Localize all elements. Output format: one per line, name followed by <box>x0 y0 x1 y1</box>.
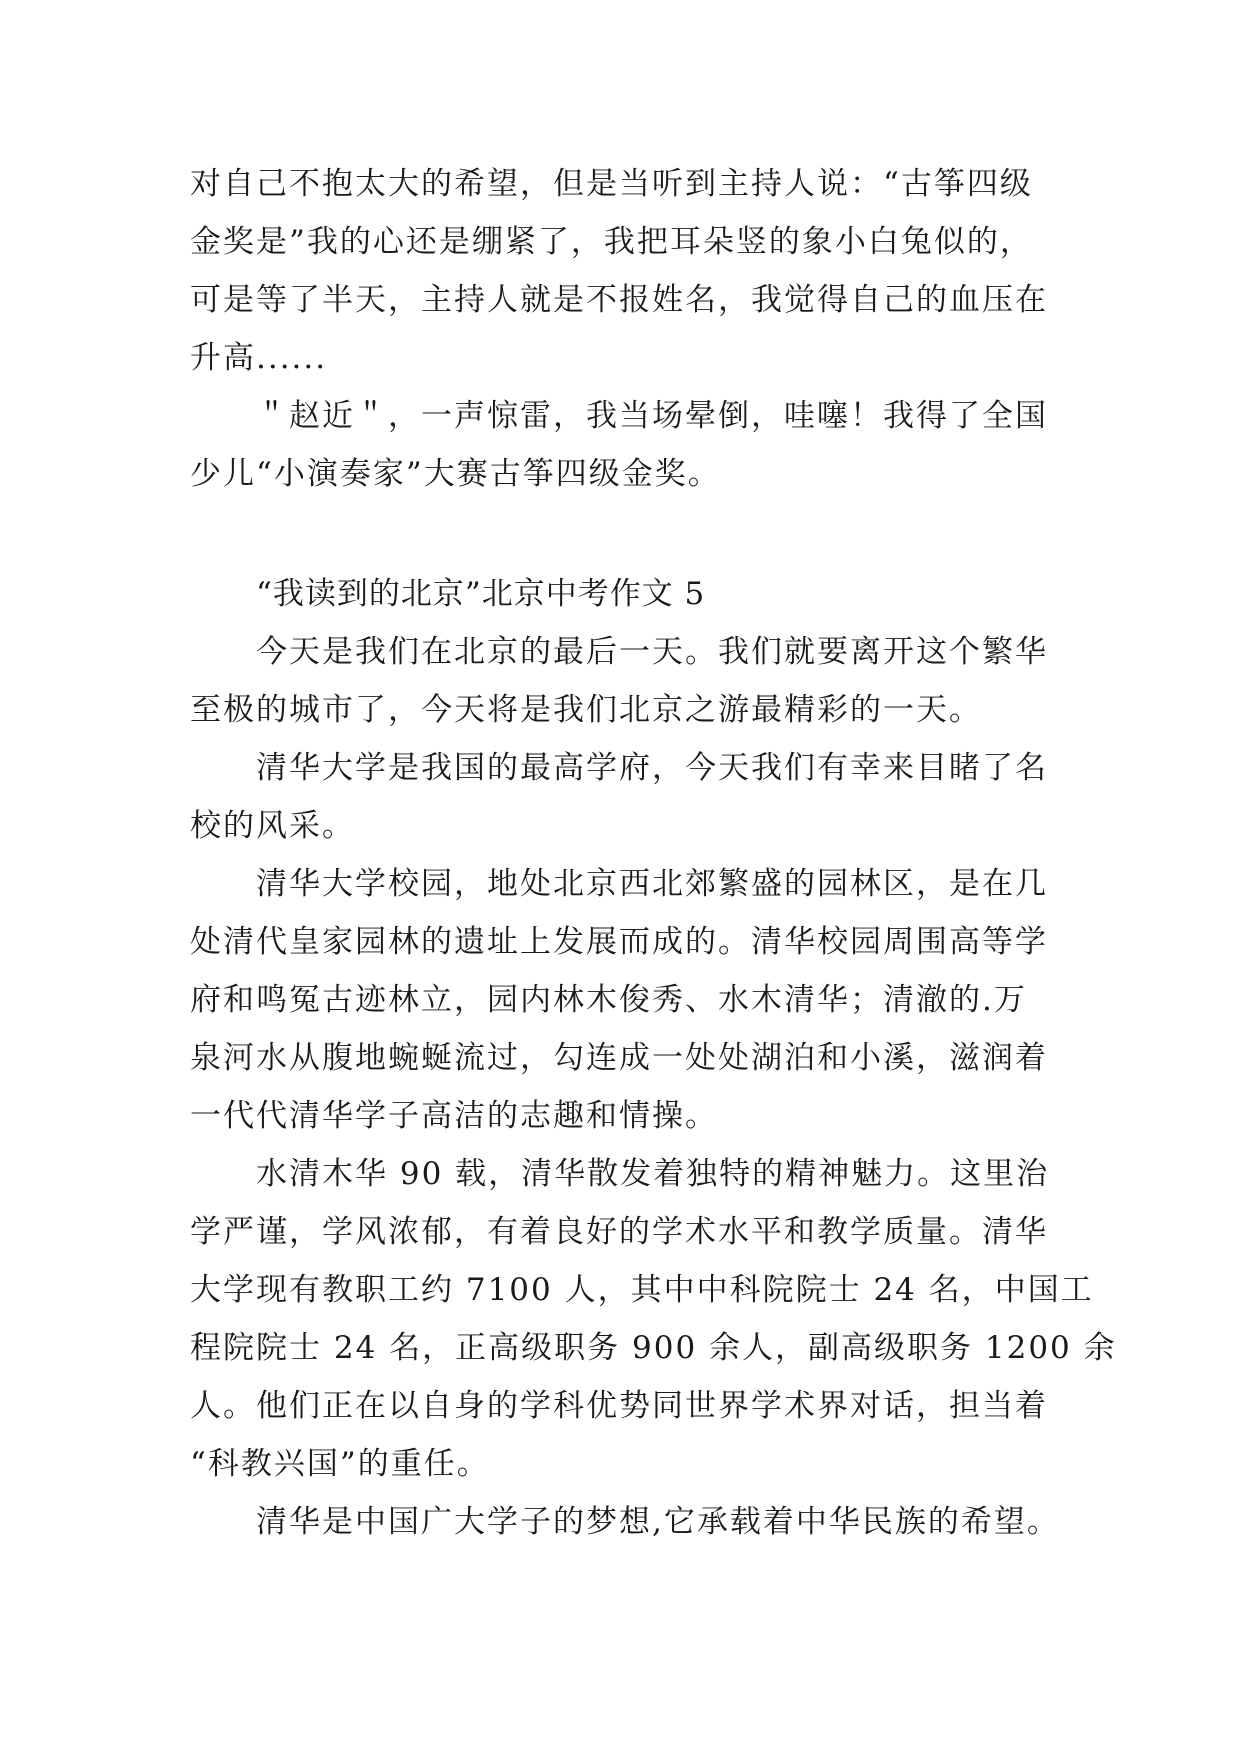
section-2-text <box>190 565 1117 1551</box>
text-line: 清华大学校园，地处北京西北郊繁盛的园林区，是在几 <box>256 866 1048 902</box>
text-line: 学严谨，学风浓郁，有着良好的学术水平和教学质量。清华 <box>190 1214 1048 1250</box>
section-1-text <box>190 155 1060 503</box>
text-line: 升高...... <box>190 340 328 376</box>
text-line: “科教兴国”的重任。 <box>190 1446 490 1482</box>
text-line: 对自己不抱太大的希望，但是当听到主持人说：“古筝四级 <box>190 166 1033 202</box>
text-line: 今天是我们在北京的最后一天。我们就要离开这个繁华 <box>256 634 1048 670</box>
text-line: 程院院士 24 名，正高级职务 900 余人，副高级职务 1200 余 <box>190 1330 1117 1366</box>
text-line: 人。他们正在以自身的学科优势同世界学术界对话，担当着 <box>190 1388 1048 1424</box>
text-line: ＂赵近＂，一声惊雷，我当场晕倒，哇噻！我得了全国 <box>256 398 1048 434</box>
text-line: 水清木华 90 载，清华散发着独特的精神魅力。这里治 <box>256 1156 1050 1192</box>
text-line: 少儿“小演奏家”大赛古筝四级金奖。 <box>190 456 721 492</box>
text-line: 一代代清华学子高洁的志趣和情操。 <box>190 1098 718 1134</box>
essay-title: “我读到的北京”北京中考作文 5 <box>256 576 706 612</box>
text-line: 校的风采。 <box>190 808 355 844</box>
text-line: 金奖是”我的心还是绷紧了，我把耳朵竖的象小白兔似的， <box>190 224 1033 260</box>
text-line: 府和鸣冤古迹林立，园内林木俊秀、水木清华；清澈的.万 <box>190 982 1027 1018</box>
text-line: 大学现有教职工约 7100 人，其中中科院院士 24 名，中国工 <box>190 1272 1094 1308</box>
text-line: 清华是中国广大学子的梦想,它承载着中华民族的希望。 <box>256 1504 1060 1540</box>
text-line: 泉河水从腹地蜿蜒流过，勾连成一处处湖泊和小溪，滋润着 <box>190 1040 1048 1076</box>
text-line: 清华大学是我国的最高学府，今天我们有幸来目睹了名 <box>256 750 1048 786</box>
text-line: 可是等了半天，主持人就是不报姓名，我觉得自己的血压在 <box>190 282 1048 318</box>
text-line: 处清代皇家园林的遗址上发展而成的。清华校园周围高等学 <box>190 924 1048 960</box>
text-line: 至极的城市了，今天将是我们北京之游最精彩的一天。 <box>190 692 982 728</box>
